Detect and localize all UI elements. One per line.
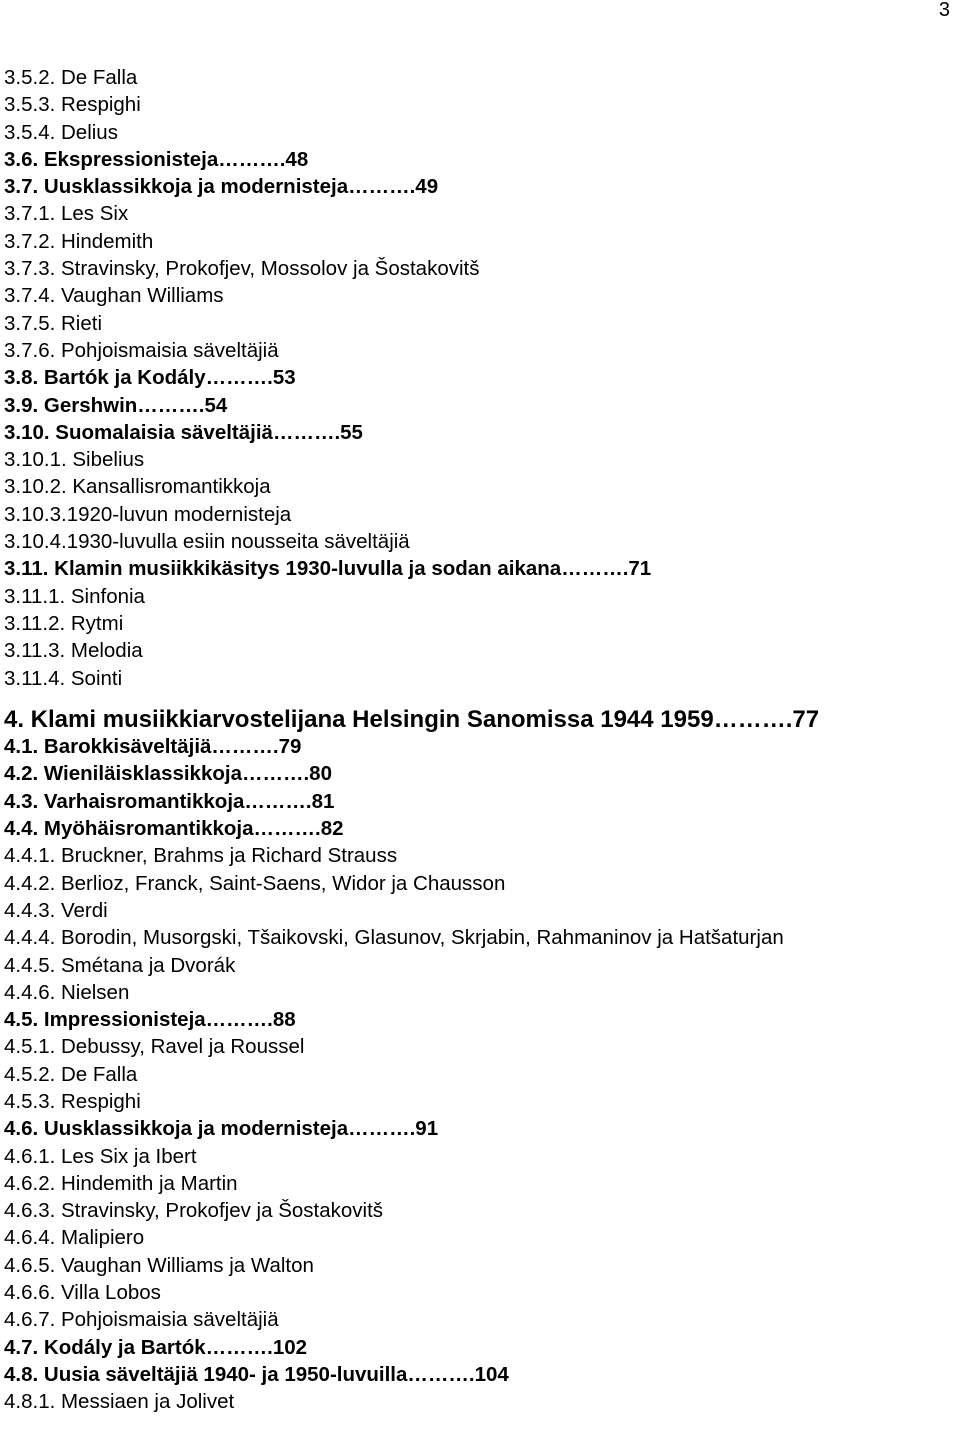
toc-subsection-entry: 4.6.7. Pohjoismaisia säveltäjiä xyxy=(4,1308,279,1332)
toc-subsection-entry: 3.7.4. Vaughan Williams xyxy=(4,284,224,308)
toc-subsection-entry: 3.10.2. Kansallisromantikkoja xyxy=(4,475,271,499)
toc-subsection-entry: 3.10.1. Sibelius xyxy=(4,448,145,472)
toc-subsection-entry: 4.6.2. Hindemith ja Martin xyxy=(4,1171,238,1195)
toc-section-heading: 3.8. Bartók ja Kodály……….53 xyxy=(4,366,296,390)
toc-section-heading: 4.5. Impressionisteja……….88 xyxy=(4,1008,296,1032)
toc-section-heading: 4.8. Uusia säveltäjiä 1940- ja 1950-luvuilla……….104 xyxy=(4,1362,509,1386)
toc-chapter-heading: 4. Klami musiikkiarvostelijana Helsingin Sanomissa 1944 1959……….77 xyxy=(4,705,820,733)
toc-subsection-entry: 4.6.6. Villa Lobos xyxy=(4,1281,161,1305)
toc-subsection-entry: 4.8.1. Messiaen ja Jolivet xyxy=(4,1390,235,1414)
table-of-contents xyxy=(4,64,819,1416)
toc-subsection-entry: 3.10.3.1920-luvun modernisteja xyxy=(4,502,292,526)
toc-section-4 xyxy=(4,706,819,1416)
toc-section-heading: 4.2. Wieniläisklassikkoja……….80 xyxy=(4,762,332,786)
toc-subsection-entry: 4.6.4. Malipiero xyxy=(4,1226,145,1250)
toc-subsection-entry: 3.5.2. De Falla xyxy=(4,66,138,89)
toc-subsection-entry: 3.11.1. Sinfonia xyxy=(4,584,145,608)
toc-subsection-entry: 4.6.5. Vaughan Williams ja Walton xyxy=(4,1253,314,1277)
toc-subsection-entry: 3.11.3. Melodia xyxy=(4,639,143,663)
toc-subsection-entry: 3.7.3. Stravinsky, Prokofjev, Mossolov ja Šostakovitš xyxy=(4,257,480,281)
toc-section-heading: 3.7. Uusklassikkoja ja modernisteja……….49 xyxy=(4,175,439,199)
toc-subsection-entry: 3.7.2. Hindemith xyxy=(4,229,154,253)
toc-section-heading: 4.3. Varhaisromantikkoja……….81 xyxy=(4,789,335,813)
toc-subsection-entry: 3.10.4.1930-luvulla esiin nousseita säveltäjiä xyxy=(4,530,410,554)
toc-subsection-entry: 4.6.3. Stravinsky, Prokofjev ja Šostakovitš xyxy=(4,1199,384,1223)
toc-subsection-entry: 3.11.4. Sointi xyxy=(4,666,123,690)
toc-subsection-entry: 3.5.4. Delius xyxy=(4,120,118,144)
toc-subsection-entry: 3.11.2. Rytmi xyxy=(4,611,124,635)
toc-section-heading: 4.1. Barokkisäveltäjiä……….79 xyxy=(4,735,302,759)
toc-section-3 xyxy=(4,64,819,692)
toc-section-heading: 4.6. Uusklassikkoja ja modernisteja……….91 xyxy=(4,1117,439,1141)
toc-subsection-entry: 4.4.2. Berlioz, Franck, Saint-Saens, Widor ja Chausson xyxy=(4,871,506,895)
toc-subsection-entry: 4.4.1. Bruckner, Brahms ja Richard Strauss xyxy=(4,844,398,868)
toc-subsection-entry: 4.5.3. Respighi xyxy=(4,1089,141,1113)
toc-subsection-entry: 3.5.3. Respighi xyxy=(4,93,141,117)
toc-subsection-entry: 4.4.5. Smétana ja Dvorák xyxy=(4,953,236,977)
toc-subsection-entry: 3.7.1. Les Six xyxy=(4,202,129,226)
toc-section-heading: 4.7. Kodály ja Bartók……….102 xyxy=(4,1335,308,1359)
toc-subsection-entry: 4.4.6. Nielsen xyxy=(4,980,130,1004)
page-number: 3 xyxy=(938,0,950,21)
toc-section-heading: 3.10. Suomalaisia säveltäjiä……….55 xyxy=(4,420,363,444)
toc-section-heading: 4.4. Myöhäisromantikkoja……….82 xyxy=(4,817,344,841)
toc-subsection-entry: 4.5.1. Debussy, Ravel ja Roussel xyxy=(4,1035,305,1059)
toc-subsection-entry: 4.6.1. Les Six ja Ibert xyxy=(4,1144,197,1168)
toc-subsection-entry: 3.7.6. Pohjoismaisia säveltäjiä xyxy=(4,338,279,362)
toc-subsection-entry: 3.7.5. Rieti xyxy=(4,311,102,335)
toc-subsection-entry: 4.4.4. Borodin, Musorgski, Tšaikovski, Glasunov, Skrjabin, Rahmaninov ja Hatšaturjan xyxy=(4,926,784,950)
section-gap xyxy=(4,692,819,706)
toc-subsection-entry: 4.5.2. De Falla xyxy=(4,1062,138,1086)
toc-subsection-entry: 4.4.3. Verdi xyxy=(4,898,108,922)
toc-section-heading: 3.6. Ekspressionisteja……….48 xyxy=(4,147,309,171)
toc-section-heading: 3.9. Gershwin……….54 xyxy=(4,393,228,417)
toc-section-heading: 3.11. Klamin musiikkikäsitys 1930-luvulla ja sodan aikana……….71 xyxy=(4,557,652,581)
